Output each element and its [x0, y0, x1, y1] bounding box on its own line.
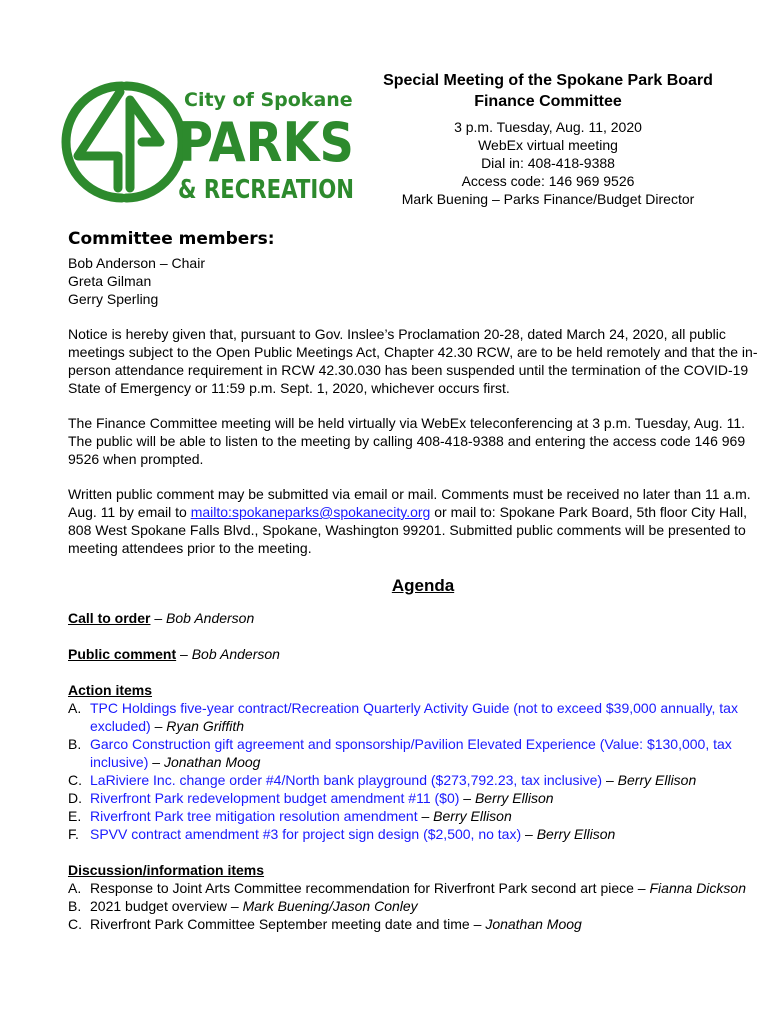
presenter: Mark Buening/Jason Conley	[242, 898, 418, 914]
separator: –	[150, 610, 167, 626]
presenter: Bob Anderson	[166, 610, 255, 626]
notice-paragraph: Notice is hereby given that, pursuant to Gov. Inslee’s Proclamation 20-28, dated March 24, 2020, all public meetings subject to the Open Public Meetings Act, Chapter 42.30 RCW, are to be held remotely and that the in-person attendance requirement in RCW 42.30.030 has been suspended until the termination of the COVID-19 State of Emergency or 11:59 p.m. Sept. 1, 2020, whichever occurs first.	[68, 326, 758, 396]
item-marker: C.	[68, 916, 82, 932]
item-text: Response to Joint Arts Committee recommendation for Riverfront Park second art piece	[90, 880, 634, 896]
parks-logo	[60, 78, 360, 206]
agenda-item[interactable]	[68, 771, 758, 789]
item-text[interactable]: LaRiviere Inc. change order #4/North bank playground ($273,792.23, tax inclusive)	[90, 772, 603, 788]
item-text: 2021 budget overview	[90, 898, 227, 914]
item-text[interactable]: SPVV contract amendment #3 for project sign design ($2,500, no tax)	[90, 826, 522, 842]
agenda-item	[68, 879, 758, 897]
document-body	[68, 228, 758, 933]
meeting-time: 3 p.m. Tuesday, Aug. 11, 2020	[454, 119, 642, 135]
presenter: Fianna Dickson	[649, 880, 746, 896]
separator: –	[148, 754, 164, 770]
discussion-items-section	[68, 861, 758, 933]
logo-parks-text: PARKS	[178, 111, 354, 174]
separator: –	[521, 826, 537, 842]
separator: –	[469, 916, 486, 932]
call-to-order	[68, 609, 758, 627]
webex-paragraph: The Finance Committee meeting will be held virtually via WebEx teleconferencing at 3 p.m. Tuesday, Aug. 11. The public will be able to listen to the meeting by calling 408-418-9388 and entering the access code 146 969 9526 when prompted.	[68, 415, 746, 467]
comment-text-after: or mail to: Spokane Park Board, 5th floor City Hall, 808 West Spokane Falls Blvd., Spokane, Washington 99201. Submitted public comments will be presented to meeting attendees prior to the meeting.	[68, 504, 748, 556]
meeting-director: Mark Buening – Parks Finance/Budget Director	[401, 191, 695, 207]
meeting-access-code: Access code: 146 969 9526	[461, 173, 635, 189]
committee-heading: Committee members:	[68, 229, 275, 249]
email-link[interactable]: mailto:spokaneparks@spokanecity.org	[190, 504, 431, 520]
discussion-items-label: Discussion/information items	[68, 862, 265, 878]
action-items-label: Action items	[68, 682, 153, 698]
separator: –	[176, 646, 192, 662]
committee-members	[68, 254, 758, 308]
separator: –	[227, 898, 243, 914]
agenda-item[interactable]	[68, 735, 758, 771]
presenter: Jonathan Moog	[485, 916, 582, 932]
presenter: Ryan Griffith	[166, 718, 245, 734]
separator: –	[417, 808, 434, 824]
agenda-title: Agenda	[391, 576, 455, 595]
item-text[interactable]: Garco Construction gift agreement and sponsorship/Pavilion Elevated Experience (Value: $130,000, tax inclusive)	[90, 736, 732, 770]
meeting-dial-in: Dial in: 408-418-9388	[481, 155, 615, 171]
agenda-item[interactable]	[68, 789, 758, 807]
presenter: Berry Ellison	[617, 772, 697, 788]
item-marker: B.	[68, 736, 82, 752]
item-marker: C.	[68, 772, 82, 788]
item-text[interactable]: TPC Holdings five-year contract/Recreation Quarterly Activity Guide (not to exceed $39,000 annually, tax excluded)	[90, 700, 738, 734]
item-marker: A.	[68, 880, 82, 896]
member-item: Bob Anderson – Chair	[68, 255, 205, 271]
item-marker: B.	[68, 898, 82, 914]
public-comment	[68, 645, 758, 663]
presenter: Bob Anderson	[191, 646, 280, 662]
agenda-item[interactable]	[68, 825, 758, 843]
presenter: Berry Ellison	[474, 790, 554, 806]
item-text: Riverfront Park Committee September meeting date and time	[90, 916, 470, 932]
item-marker: A.	[68, 700, 82, 716]
item-marker: D.	[68, 790, 82, 806]
presenter: Jonathan Moog	[163, 754, 261, 770]
meeting-header	[372, 70, 724, 208]
meeting-title-line1: Special Meeting of the Spokane Park Board	[383, 72, 713, 89]
presenter: Berry Ellison	[536, 826, 616, 842]
separator: –	[633, 880, 650, 896]
action-items-list	[68, 699, 758, 843]
agenda-item[interactable]	[68, 699, 758, 735]
separator: –	[150, 718, 167, 734]
logo-city-text: City of Spokane	[184, 89, 353, 111]
member-item: Gerry Sperling	[68, 291, 159, 307]
item-text[interactable]: Riverfront Park tree mitigation resolution amendment	[90, 808, 418, 824]
comment-paragraph	[68, 485, 758, 557]
item-marker: E.	[68, 808, 82, 824]
logo-recreation-text: & RECREATION	[178, 175, 354, 205]
item-text[interactable]: Riverfront Park redevelopment budget amendment #11 ($0)	[90, 790, 460, 806]
meeting-venue: WebEx virtual meeting	[478, 137, 618, 153]
comment-text-before: Written public comment may be submitted via email or mail. Comments must be received no later than 11 a.m. Aug. 11 by email to	[68, 486, 751, 520]
action-items-section	[68, 681, 758, 843]
member-item: Greta Gilman	[68, 273, 152, 289]
discussion-items-list	[68, 879, 758, 933]
separator: –	[459, 790, 475, 806]
public-comment-label: Public comment	[68, 646, 177, 662]
meeting-title-line2: Finance Committee	[474, 93, 622, 110]
agenda-item[interactable]	[68, 807, 758, 825]
item-marker: F.	[68, 826, 79, 842]
call-to-order-label: Call to order	[68, 610, 151, 626]
presenter: Berry Ellison	[433, 808, 512, 824]
agenda-item	[68, 897, 758, 915]
separator: –	[602, 772, 618, 788]
agenda-item	[68, 915, 758, 933]
